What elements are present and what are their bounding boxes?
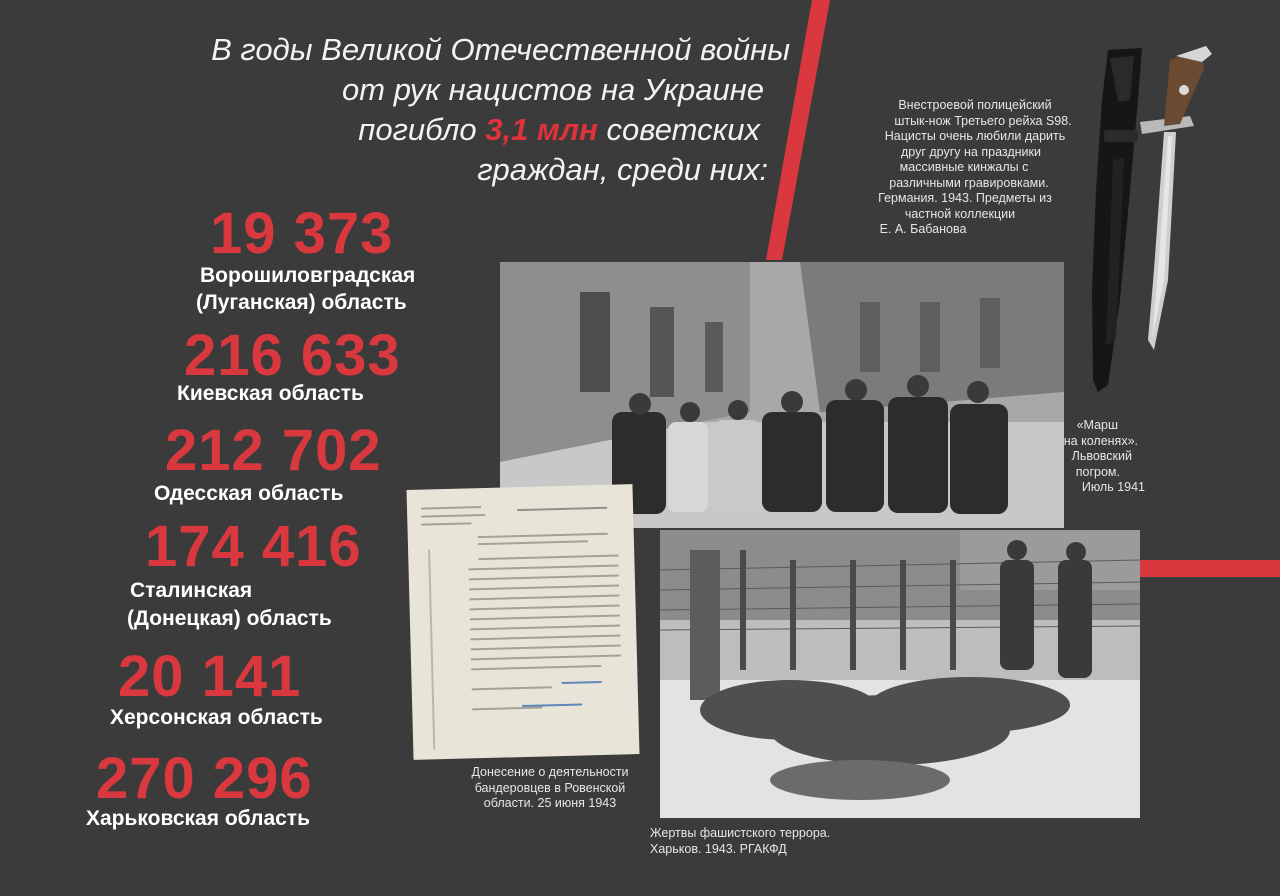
march-caption-line: погром. <box>1075 464 1120 479</box>
bandera-report-document <box>407 484 640 760</box>
stat-number-odessa: 212 702 <box>165 418 382 483</box>
headline-line-3 <box>150 110 790 150</box>
stat-label-donetsk-2: (Донецкая) область <box>127 607 332 630</box>
march-caption-line: на коленях». <box>1063 433 1138 448</box>
stat-label-lugansk-1: Ворошиловградская <box>200 264 416 287</box>
headline-line-1: В годы Великой Отечественной войны <box>211 32 790 67</box>
march-caption <box>1020 418 1150 496</box>
headline-line-3-post: советских <box>606 112 760 147</box>
dagger-caption-line: штык-нож Третьего рейха S98. <box>894 113 1072 128</box>
stat-label-donetsk-1: Сталинская <box>130 579 253 602</box>
dagger-caption-line: Внестроевой полицейский <box>898 98 1052 112</box>
march-caption-line: Львовский <box>1071 449 1132 463</box>
dagger-caption-line: частной коллекции <box>904 206 1016 221</box>
stat-number-lugansk: 19 373 <box>210 201 394 266</box>
document-caption-line: Донесение о деятельности <box>471 765 629 779</box>
headline-accent-figure: 3,1 млн <box>485 112 598 147</box>
victims-caption <box>650 826 910 857</box>
red-horizontal-stripe <box>1140 560 1280 577</box>
march-caption-line: «Марш <box>1076 418 1118 432</box>
stat-label-lugansk-2: (Луганская) область <box>196 291 407 314</box>
kharkov-victims-photo <box>660 530 1140 818</box>
dagger-caption-line: Германия. 1943. Предметы из <box>878 191 1052 205</box>
stat-label-kiev: Киевская область <box>177 382 364 405</box>
dagger-caption <box>845 98 1105 238</box>
victims-caption-line: Жертвы фашистского террора. <box>650 826 831 840</box>
dagger-caption-line: массивные кинжалы с <box>899 160 1029 174</box>
dagger-caption-line: различными гравировками. <box>889 175 1049 190</box>
headline <box>150 30 790 190</box>
headline-line-3-pre: погибло <box>358 112 477 147</box>
victims-caption-line: Харьков. 1943. РГАКФД <box>650 841 787 856</box>
headline-line-2: от рук нацистов на Украине <box>342 72 764 107</box>
stat-number-kiev: 216 633 <box>184 323 401 388</box>
dagger-image <box>1068 40 1218 410</box>
stat-label-kherson: Херсонская область <box>110 706 323 729</box>
dagger-caption-line: Нацисты очень любили дарить <box>884 129 1066 143</box>
document-caption <box>450 765 650 812</box>
stat-number-kharkov: 270 296 <box>96 746 313 811</box>
stat-label-kharkov: Харьковская область <box>86 807 310 830</box>
stat-number-kherson: 20 141 <box>118 644 302 709</box>
dagger-caption-line: друг другу на праздники <box>901 144 1041 159</box>
stat-number-donetsk: 174 416 <box>145 514 362 579</box>
dagger-caption-line: Е. А. Бабанова <box>879 222 967 236</box>
stat-label-odessa: Одесская область <box>154 482 344 505</box>
headline-line-4: граждан, среди них: <box>477 152 768 187</box>
march-caption-line: Июль 1941 <box>1081 480 1145 494</box>
document-caption-line: бандеровцев в Ровенской <box>474 780 626 795</box>
document-caption-line: области. 25 июня 1943 <box>483 796 617 810</box>
